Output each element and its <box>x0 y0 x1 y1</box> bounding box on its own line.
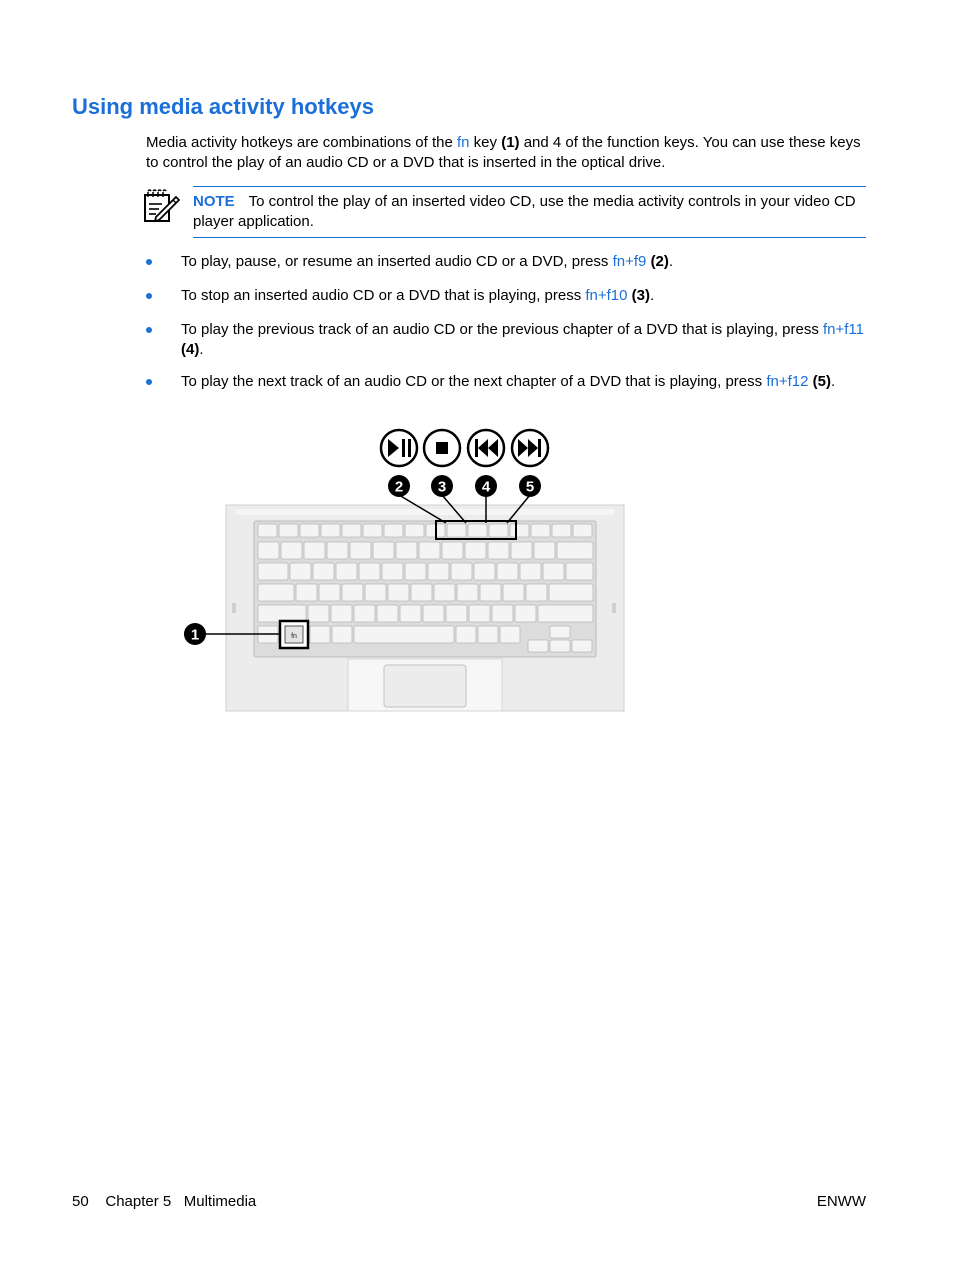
keyboard-key <box>310 626 330 643</box>
keyboard-key <box>550 640 570 652</box>
list-item <box>181 252 867 272</box>
fn-key-link[interactable]: fn <box>457 134 470 151</box>
keyboard-key <box>446 605 467 622</box>
previous-track-icon <box>468 430 504 466</box>
keyboard-key <box>258 563 288 580</box>
keyboard-key <box>321 524 340 537</box>
keyboard-key <box>447 524 466 537</box>
keyboard-key <box>388 584 409 601</box>
callout-ref: (2) <box>650 253 669 270</box>
keyboard-key <box>469 605 490 622</box>
callout-2 <box>388 475 410 497</box>
bullet-end: . <box>199 340 204 358</box>
bullet-dot <box>146 379 152 385</box>
keyboard-key <box>488 542 509 559</box>
note-body: To control the play of an inserted video CD, use the media activity controls in your video CD player application. <box>193 193 856 230</box>
keyboard-key <box>342 524 361 537</box>
bullet-end: . <box>830 373 836 390</box>
keyboard-key <box>331 605 352 622</box>
footer-left <box>72 1193 256 1210</box>
keyboard-key <box>377 605 398 622</box>
bullet-dot <box>146 293 152 299</box>
keyboard-key <box>365 584 386 601</box>
keyboard-key <box>281 542 302 559</box>
keyboard-key <box>319 584 340 601</box>
keyboard-key <box>258 542 279 559</box>
keyboard-key <box>457 584 478 601</box>
keyboard-key <box>526 584 547 601</box>
keyboard-key <box>550 626 570 638</box>
keyboard-key <box>354 605 375 622</box>
keyboard-key <box>474 563 495 580</box>
footer-right: ENWW <box>816 1193 866 1210</box>
hotkey-link[interactable]: fn+f12 <box>766 373 809 390</box>
keyboard-key <box>300 524 319 537</box>
keyboard-key <box>363 524 382 537</box>
keyboard-key <box>396 542 417 559</box>
keyboard-key <box>500 626 520 643</box>
keyboard-key <box>573 524 592 537</box>
callout-ref: (1) <box>501 134 520 151</box>
keyboard-key <box>480 584 501 601</box>
note-pencil-icon <box>142 188 180 224</box>
keyboard-key <box>382 563 403 580</box>
svg-text:4: 4 <box>481 478 491 496</box>
keyboard-key <box>520 563 541 580</box>
section-heading: Using media activity hotkeys <box>72 94 374 119</box>
keyboard-key <box>557 542 593 559</box>
callout-ref: (3) <box>631 287 651 304</box>
keyboard-key <box>489 524 508 537</box>
keyboard-key <box>258 524 277 537</box>
callout-ref: (5) <box>812 373 831 390</box>
keyboard-key <box>419 542 440 559</box>
keyboard-key <box>510 524 529 537</box>
keyboard-key <box>478 626 498 643</box>
keyboard-key <box>572 640 592 652</box>
keyboard-key <box>511 542 532 559</box>
keyboard-key <box>258 605 306 622</box>
keyboard-key <box>531 524 550 537</box>
keyboard-key <box>342 584 363 601</box>
bullet-dot <box>146 327 152 333</box>
keyboard-key <box>428 563 449 580</box>
keyboard-figure <box>180 423 630 715</box>
callout-5 <box>519 475 541 497</box>
keyboard-key <box>350 542 371 559</box>
keyboard-key <box>258 584 294 601</box>
list-item <box>181 320 867 359</box>
bullet-end: . <box>668 253 674 270</box>
hotkey-link[interactable]: fn+f9 <box>612 253 647 270</box>
play-pause-icon <box>381 430 417 466</box>
stop-icon <box>424 430 460 466</box>
keyboard-key <box>465 542 486 559</box>
keyboard-key <box>451 563 472 580</box>
keyboard-key <box>503 584 524 601</box>
keyboard-key <box>497 563 518 580</box>
callout-4 <box>475 475 497 497</box>
keyboard-key <box>492 605 513 622</box>
keyboard-key <box>552 524 571 537</box>
list-item <box>181 372 867 392</box>
svg-text:2: 2 <box>394 478 404 496</box>
keyboard-key <box>515 605 536 622</box>
bullet-text: To play the next track of an audio CD or the next chapter of a DVD that is playing, press <box>181 373 767 390</box>
keyboard-key <box>336 563 357 580</box>
keyboard-key <box>279 524 298 537</box>
intro-text: and 4 of the function keys. You can use these keys to control the play of an audio CD or a DVD that is inserted in the optical drive. <box>146 134 861 171</box>
keyboard-key <box>434 584 455 601</box>
fn-key-label: fn <box>291 633 297 640</box>
keyboard-key <box>549 584 593 601</box>
callout-3 <box>431 475 453 497</box>
keyboard-key <box>423 605 444 622</box>
callout-1 <box>184 623 206 645</box>
keyboard-key <box>538 605 593 622</box>
keyboard-key <box>308 605 329 622</box>
note-text <box>193 192 866 232</box>
bullet-text: To play, pause, or resume an inserted audio CD or a DVD, press <box>181 253 613 270</box>
keyboard-key <box>456 626 476 643</box>
keyboard-key <box>400 605 421 622</box>
intro-paragraph <box>146 133 870 172</box>
keyboard-key <box>534 542 555 559</box>
keyboard-key <box>290 563 311 580</box>
keyboard-key <box>354 626 454 643</box>
callout-ref: (4) <box>181 340 200 358</box>
keyboard-key <box>405 563 426 580</box>
keyboard-key <box>313 563 334 580</box>
bullet-dot <box>146 259 152 265</box>
note-label: NOTE <box>193 193 235 210</box>
intro-text: key <box>469 134 502 151</box>
hotkey-link[interactable]: fn+f11 <box>823 321 865 338</box>
keyboard-key <box>405 524 424 537</box>
next-track-icon <box>512 430 548 466</box>
keyboard-key <box>468 524 487 537</box>
svg-text:5: 5 <box>525 478 535 496</box>
keyboard-key <box>327 542 348 559</box>
keyboard-key <box>373 542 394 559</box>
keyboard-key <box>566 563 593 580</box>
bullet-end: . <box>650 287 655 304</box>
chapter-label: Chapter 5 Multimedia <box>105 1193 257 1210</box>
hotkey-link[interactable]: fn+f10 <box>585 287 628 304</box>
intro-text: Media activity hotkeys are combinations of the <box>146 134 457 151</box>
keyboard-key <box>332 626 352 643</box>
keyboard-key <box>359 563 380 580</box>
list-item <box>181 286 867 306</box>
keyboard-key <box>543 563 564 580</box>
svg-text:1: 1 <box>190 626 200 644</box>
keyboard-key <box>411 584 432 601</box>
keyboard-key <box>442 542 463 559</box>
keyboard-key <box>384 524 403 537</box>
bullet-text: To play the previous track of an audio CD or the previous chapter of a DVD that is playing, press <box>181 321 823 338</box>
note-box <box>193 186 866 238</box>
keyboard-key <box>304 542 325 559</box>
svg-text:3: 3 <box>437 478 447 496</box>
bullet-text: To stop an inserted audio CD or a DVD that is playing, press <box>181 287 586 304</box>
page-number: 50 <box>72 1193 89 1210</box>
keyboard-key <box>296 584 317 601</box>
keyboard-key <box>528 640 548 652</box>
